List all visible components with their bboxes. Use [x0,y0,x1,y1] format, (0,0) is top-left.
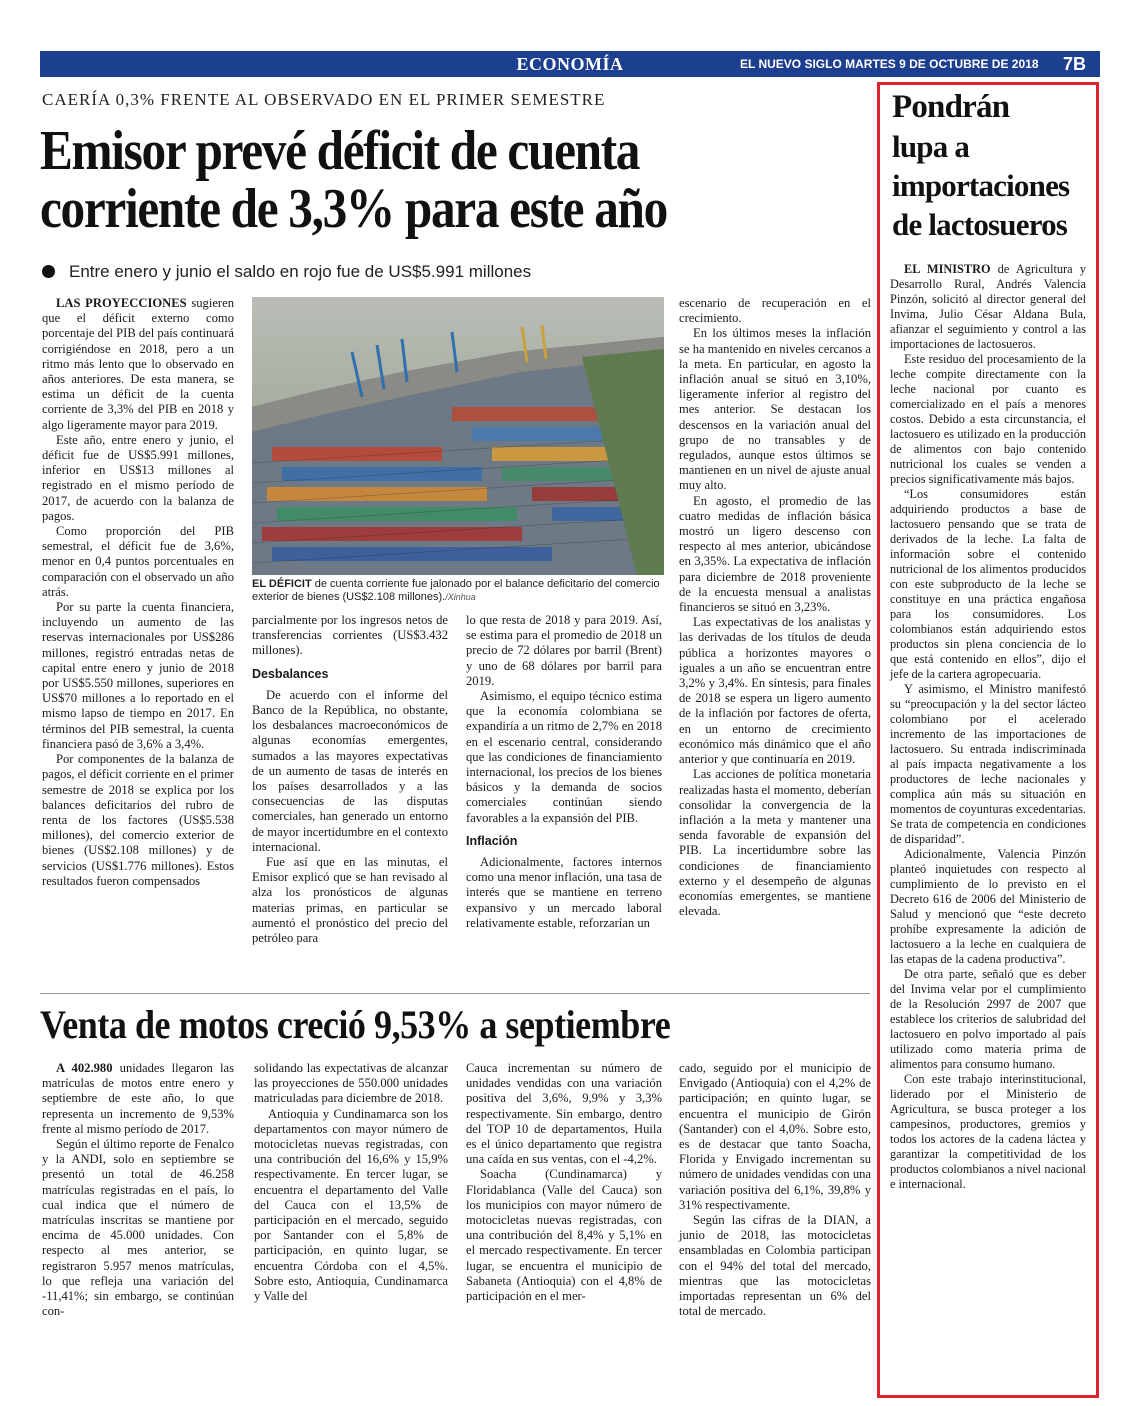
paragraph-text: lo que resta de 2018 y para 2019. Así, se estima para el promedio de 2018 un precio de 72 dólares por barril (Brent) y uno de 68 dólares por barril para 2019. [466,613,662,688]
photo-credit: /Xinhua [445,592,476,602]
paragraph-text: Por componentes de la balanza de pagos, el déficit corriente en el primer semestre de 2018 se explica por los balances deficitarios del rubro de renta de los factores (US$5.538 millones), del comercio exterior de bienes (US$2.108 millones) y de servicios (US$1.776 millones). Estos resultados fueron compensados [42,752,234,888]
paragraph [252,613,448,659]
paragraph-text: Asimismo, el equipo técnico estima que la economía colombiana se expandiría a un ritmo de 2,7% en 2018 en el escenario central, considerando que las condiciones de financiamiento internacional, los precios de los bienes básicos y la demanda de socios comerciales continúan siendo favorables a la expansión del PIB. [466,689,662,825]
paragraph [42,752,234,889]
motos-column-2 [254,1061,448,1304]
paragraph-text: sugieren que el déficit externo como porcentaje del PIB del país continuará corrigiéndose en 2018, pero a un ritmo más lento que lo observado en años anteriores. De esta manera, se estima un déficit de la cuenta corriente de 3,3% del PIB en 2018 y algo ligeramente mayor para 2019. [42,296,234,432]
paragraph-lead: LAS PROYECCIONES [56,296,187,310]
paragraph-text: De otra parte, señaló que es deber del Invima velar por el cumplimiento de la Resolución 2997 de 2007 que establece los criterios de salubridad del lactosuero en polvo importado al país utilizado como materia prima de alimentos para consumo humano. [890,967,1086,1071]
paragraph-text: Adicionalmente, factores internos como una menor inflación, una tasa de interés que se mantiene en terreno expansivo y un mercado laboral relativamente estable, reforzarían un [466,855,662,930]
paragraph [679,296,871,326]
main-column-4 [679,296,871,919]
section-name: ECONOMÍA [516,54,624,74]
paragraph [466,1061,662,1167]
paragraph-text: Adicionalmente, Valencia Pinzón planteó inquietudes con respecto al cumplimiento de lo previsto en el Decreto 616 de 2006 del Ministerio de Salud y mencionó que “este decreto prohíbe expresamente la adición de lactosuero a la leche en cualquiera de las etapas de la cadena productiva”. [890,847,1086,966]
paragraph-text: Por su parte la cuenta financiera, incluyendo un aumento de las reservas internacionales por US$286 millones, registró entradas netas de capital entre enero y junio de 2018 por US$5.550 millones, superiores en US$70 millones a lo reportado en el mismo lapso de tiempo en 2017. En términos del PIB semestral, la cuenta financiera pasó de 3,6% a 3,4%. [42,600,234,751]
main-headline-line-2: corriente de 3,3% para este año [40,178,667,240]
paragraph-text: “Los consumidores están adquiriendo productos a base de lactosuero pensando que se trata de derivados de la leche. La falta de información sobre el contenido nutricional de los alimentos producidos con este subproducto de la leche se constituye en una práctica engañosa para los consumidores. Los colombianos están adquiriendo estos productos sin plena conciencia de lo que está contenido en ellos”, dijo el jefe de la cartera agropecuaria. [890,487,1086,681]
paragraph-text: Con este trabajo interinstitucional, liderado por el Ministerio de Agricultura, se busca proteger a los campesinos, productores, gremios y todos los actores de la cadena láctea y garantizar la competitividad de los productos colombianos a nivel nacional e internacional. [890,1072,1086,1191]
paragraph [890,1072,1086,1192]
paragraph-text: solidando las expectativas de alcanzar las proyecciones de 550.000 unidades matriculadas para diciembre de 2018. [254,1061,448,1106]
paragraph [679,1213,871,1319]
sidebar-body [890,262,1086,1192]
paragraph [890,262,1086,352]
paragraph [890,847,1086,967]
sidebar-headline-line-2: lupa a [892,129,970,164]
main-headline-line-1: Emisor prevé déficit de cuenta [40,120,640,182]
paragraph-text: En los últimos meses la inflación se ha mantenido en niveles cercanos a la meta. En particular, en agosto la inflación anual se situó en 3,10%, ligeramente inferior al registro del mes anterior. Se destacan los descensos en la variación anual del grupo de no transables y de regulados, aunque estos últimos se mantienen en un nivel de ajuste anual muy alto. [679,326,871,493]
caption-lead: EL DÉFICIT [252,578,312,590]
paragraph-text: Antioquia y Cundinamarca son los departamentos con mayor número de motocicletas nuevas registradas, con una contribución del 16,6% y 15,9% respectivamente. En tercer lugar, se encuentra el departamento del Valle del Cauca con el 13,5% de participación en el mercado, seguido por Santander con el 5,8% de participación, en quinto lugar, se encuentra Córdoba con el 4,5%. Sobre esto, Antioquia, Cundinamarca y Valle del [254,1106,448,1304]
paragraph-text: Como proporción del PIB semestral, el déficit fue de 3,6%, menor en 0,4 puntos porcentuales en comparación con el observado un año atrás. [42,524,234,599]
paragraph [679,615,871,767]
paragraph [254,1061,448,1107]
main-column-2 [252,613,448,946]
paragraph [42,600,234,752]
photo-caption [252,578,664,604]
paragraph-text: Fue así que en las minutas, el Emisor explicó que se han revisado al alza los pronósticos de algunas materias primas, en particular se aumentó el pronóstico del precio del petróleo para [252,855,448,946]
paragraph-text: Las expectativas de los analistas y las derivadas de los títulos de deuda pública a horizontes mayores o iguales a un año se encuentran entre 3,2% y 3,4%. En síntesis, para finales de 2018 se espera un ligero aumento de la inflación por factores de oferta, en un entorno de crecimiento económico más dinámico que el año anterior y que continuaría en 2019. [679,615,871,767]
paragraph-text: Este residuo del procesamiento de la leche compite directamente con la leche nacional por cuanto es comercializado en el país a menores costos. Debido a esta circunstancia, el lactosuero es utilizado en la producción de alimentos con bajo contenido nutricional los cuales se venden a precios significativamente más bajos. [890,352,1086,486]
motos-column-3 [466,1061,662,1304]
main-headline [40,122,867,238]
paragraph [679,767,871,919]
paragraph [466,855,662,931]
paragraph [679,326,871,493]
main-column-1 [42,296,234,889]
motos-column-4 [679,1061,871,1319]
story-divider [40,993,870,994]
page-number: 7B [1062,54,1086,74]
paragraph-lead: A 402.980 [56,1061,113,1075]
paragraph-text: unidades llegaron las matrículas de motos entre enero y septiembre de este año, lo que representa un incremento de 9,53% frente al mismo período de 2017. [42,1061,234,1136]
subheading: Inflación [466,833,518,848]
sidebar-headline-line-4: de lactosueros [892,207,1068,242]
paragraph-text: En agosto, el promedio de las cuatro medidas de inflación básica mostró un ligero descenso con respecto al mes anterior, ubicándose en 3,35%. La expectativa de inflación para diciembre de 2018 proveniente de la encuesta mensual a analistas financieros se situó en 3,23%. [679,493,871,615]
motos-headline: Venta de motos creció 9,53% a septiembre [40,1002,671,1047]
paragraph [890,967,1086,1072]
deck-text: Entre enero y junio el saldo en rojo fue de US$5.991 millones [69,262,532,281]
port-photo [252,297,664,575]
paragraph [890,682,1086,847]
sidebar-headline [892,88,1092,244]
paragraph [254,1107,448,1305]
paragraph [466,613,662,689]
subheading: Desbalances [252,666,329,681]
paragraph [252,855,448,946]
paragraph [42,1137,234,1319]
paragraph [679,494,871,616]
sidebar-headline-line-3: importaciones [892,168,1070,203]
paragraph-text: Cauca incrementan su número de unidades vendidas con una variación positiva del 3,6%, 9,9% y 3,3% respectivamente. Sin embargo, dentro del TOP 10 de departamentos, Huila es el único departamento que registra una caída en sus ventas, con el -4,2%. [466,1061,662,1167]
motos-column-1 [42,1061,234,1319]
paragraph-text: Las acciones de política monetaria realizadas hasta el momento, deberían consolidar la convergencia de la inflación a la meta y mantener una senda favorable de expansión del PIB. La incertidumbre sobre las condiciones de financiamiento externo y el desempeño de algunas economías emergentes, se mantiene elevada. [679,767,871,919]
paragraph [679,1061,871,1213]
paragraph-text: parcialmente por los ingresos netos de transferencias corrientes (US$3.432 millones). [252,613,448,658]
sidebar-headline-line-1: Pondrán [892,89,1010,125]
main-column-3 [466,613,662,931]
paragraph-text: Según el último reporte de Fenalco y la ANDI, solo en septiembre se presentó un total de 46.258 matrículas registradas en el país, lo cual indica que el número de matrículas inscritas se mantiene por encima de 45.000 unidades. Con respecto al mes anterior, se registraron 5.957 menos matrículas, lo que refleja una variación del -11,41%; sin embargo, se continúan con- [42,1137,234,1319]
paragraph [466,689,662,826]
paragraph [890,352,1086,487]
paragraph [890,487,1086,682]
paragraph [42,433,234,524]
paragraph [42,1061,234,1137]
paragraph-text: De acuerdo con el informe del Banco de la República, no obstante, los desbalances macroeconómicos de algunas economías emergentes, sumados a las mayores expectativas de un aumento de tasas de interés en los países desarrollados y a las consecuencias de las disputas comerciales, han generado un entorno de mayor incertidumbre en el contexto internacional. [252,687,448,854]
paragraph-text: de Agricultura y Desarrollo Rural, Andrés Valencia Pinzón, solicitó al director general del Invima, Julio César Aldana Bula, afianzar el seguimiento y control a las importaciones de lactosueros. [890,262,1086,351]
kicker: CAERÍA 0,3% FRENTE AL OBSERVADO EN EL PRIMER SEMESTRE [42,90,606,109]
paragraph-text: cado, seguido por el municipio de Envigado (Antioquia) con el 4,2% de participación; en quinto lugar, se encuentra el municipio de Girón (Santander) con el 4,0%. Sobre esto, es de destacar que tanto Soacha, Florida y Envigado incrementan su número de unidades vendidas con una variación positiva del 6,1%, 39,8% y 31% respectivamente. [679,1061,871,1212]
deck [42,262,862,282]
paragraph-text: Soacha (Cundinamarca) y Floridablanca (Valle del Cauca) son los municipios con mayor número de motocicletas nuevas registradas, con una contribución del 8,4% y 5,1% en el mercado respectivamente. En tercer lugar, se encuentra el municipio de Sabaneta (Antioquia) con el 4,8% de participación en el mer- [466,1167,662,1304]
paragraph [42,524,234,600]
paragraph-text: Y asimismo, el Ministro manifestó su “preocupación y la del sector lácteo colombiano por el acelerado incremento de las importaciones de lactosuero. Su entrada indiscriminada al país impacta negativamente a los productores de leche nacionales y complica aún más su situación en momentos de coyunturas excedentarias. Se trata de competencia en condiciones de disparidad”. [890,682,1086,846]
paragraph [42,296,234,433]
paragraph-text: Este año, entre enero y junio, el déficit fue de US$5.991 millones, inferior en US$13 millones al registrado en el mismo período de 2017, de acuerdo con la balanza de pagos. [42,432,234,523]
bullet-icon [42,265,55,278]
paragraph-lead: EL MINISTRO [904,262,991,276]
paragraph-text: escenario de recuperación en el crecimiento. [679,296,871,326]
paragraph [252,688,448,855]
paragraph [466,1167,662,1304]
caption-text: de cuenta corriente fue jalonado por el balance deficitario del comercio exterior de bienes (US$2.108 millones). [252,578,660,603]
paragraph-text: Según las cifras de la DIAN, a junio de 2018, las motocicletas ensambladas en Colombia participan con el 94% del total del mercado, mientras que las motocicletas importadas representan un 6% del total de mercado. [679,1213,871,1319]
newspaper-dateline: EL NUEVO SIGLO MARTES 9 DE OCTUBRE DE 2018 [740,57,1039,71]
